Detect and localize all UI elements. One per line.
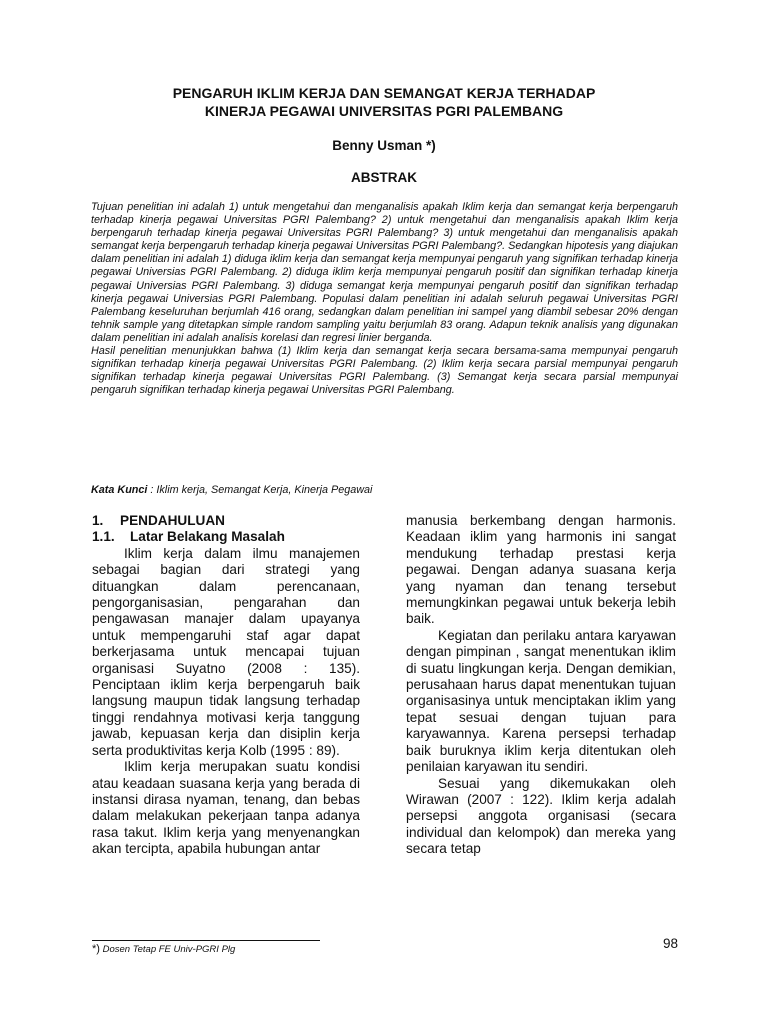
footnote-text: Dosen Tetap FE Univ-PGRI Plg bbox=[102, 944, 236, 955]
footnote-mark: *) bbox=[92, 943, 100, 955]
footnote bbox=[92, 943, 235, 955]
subsection-heading bbox=[92, 529, 360, 545]
paper-title-line-2: KINERJA PEGAWAI UNIVERSITAS PGRI PALEMBANG bbox=[204, 103, 564, 119]
body-column-right bbox=[406, 513, 676, 858]
body-paragraph: Kegiatan dan perilaku antara karyawan dengan pimpinan , sangat menentukan iklim di suatu lingkungan kerja. Dengan demikian, perusahaan harus dapat menentukan tujuan organisasinya untuk menciptakan iklim yang tepat sesuai dengan tujuan para karyawannya. Karena persepsi terhadap baik buruknya iklim kerja ditentukan oleh penilaian karyawan itu sendiri. bbox=[406, 627, 676, 775]
paper-title bbox=[90, 84, 678, 120]
page-number: 98 bbox=[662, 936, 678, 951]
footnote-divider bbox=[92, 940, 320, 941]
body-paragraph: Iklim kerja merupakan suatu kondisi atau keadaan suasana kerja yang berada di instansi dirasa nyaman, tenang, dan bebas dalam melakukan pekerjaan tanpa adanya rasa takut. Iklim kerja yang menyenangkan akan tercipta, apabila hubungan antar bbox=[92, 759, 360, 857]
section-number: 1. bbox=[92, 513, 104, 528]
section-title: PENDAHULUAN bbox=[120, 513, 225, 528]
body-paragraph: Iklim kerja dalam ilmu manajemen sebagai bagian dari strategi yang dituangkan dalam perencanaan, pengorganisasian, pengarahan dan pengawasan manajer dalam upayanya untuk mempengaruhi staf agar dapat berkerjasama untuk mencapai tujuan organisasi Suyatno (2008 : 135). Penciptaan iklim kerja berpengaruh baik langsung maupun tidak langsung terhadap tinggi rendahnya motivasi kerja tanggung jawab, kepuasan kerja dan disiplin kerja serta produktivitas kerja Kolb (1995 : 89). bbox=[92, 545, 360, 758]
subsection-number: 1.1. bbox=[92, 529, 115, 545]
body-paragraph: manusia berkembang dengan harmonis. Keadaan iklim yang harmonis ini sangat mendukung terhadap prestasi kerja pegawai. Dengan adanya suasana kerja yang nyaman dan tenang tersebut memungkinkan pegawai untuk bekerja lebih baik. bbox=[406, 513, 676, 627]
abstract-body bbox=[91, 201, 678, 397]
subsection-title: Latar Belakang Masalah bbox=[130, 529, 285, 545]
abstract-heading: ABSTRAK bbox=[351, 170, 417, 185]
body-column-left bbox=[92, 513, 360, 858]
abstract-paragraph-2: Hasil penelitian menunjukkan bahwa (1) Iklim kerja dan semangat kerja secara bersama-sama mempunyai pengaruh signifikan terhadap kinerja pegawai Universitas PGRI Palembang. (2) Iklim kerja secara parsial mempunyai pengaruh signifikan terhadap kinerja pegawai Universitas PGRI Palembang. (3) Semangat kerja secara parsial mempunyai pengaruh signifikan terhadap kinerja pegawai Universitas PGRI Palembang. bbox=[91, 345, 678, 397]
keywords-value: : Iklim kerja, Semangat Kerja, Kinerja Pegawai bbox=[147, 484, 373, 496]
author-name: Benny Usman *) bbox=[332, 138, 436, 153]
body-paragraph: Sesuai yang dikemukakan oleh Wirawan (2007 : 122). Iklim kerja adalah persepsi anggota organisasi (secara individual dan kelompok) dan mereka yang secara tetap bbox=[406, 775, 676, 857]
paper-title-line-1: PENGARUH IKLIM KERJA DAN SEMANGAT KERJA TERHADAP bbox=[172, 85, 596, 101]
keywords-label: Kata Kunci bbox=[91, 484, 148, 496]
keywords bbox=[91, 484, 678, 496]
section-heading bbox=[92, 513, 360, 529]
abstract-paragraph-1: Tujuan penelitian ini adalah 1) untuk mengetahui dan menganalisis apakah Iklim kerja dan semangat kerja berpengaruh terhadap kinerja pegawai Universitas PGRI Palembang? 2) untuk mengetahui dan menganalisis apakah Iklim kerja berpengaruh terhadap kinerja pegawai Universitas PGRI Palembang? 3) untuk mengetahui dan menganalisis apakah semangat kerja berpengaruh terhadap kinerja pegawai Universitas PGRI Palembang?. Sedangkan hipotesis yang diajukan dalam penelitian ini adalah 1) diduga iklim kerja dan semangat kerja mempunyai pengaruh yang signifikan terhadap kinerja pegawai Universias PGRI Palembang. 2) diduga iklim kerja mempunyai pengaruh positif dan signifikan terhadap kinerja pegawai Universias PGRI Palembang. 3) diduga semangat kerja mempunyai pengaruh positif dan signifikan terhadap kinerja pegawai Universias PGRI Palembang. Populasi dalam penelitian ini adalah seluruh pegawai Universitas PGRI Palembang keseluruhan berjumlah 416 orang, sedangkan dalam penelitian ini sampel yang diambil sebesar 20% dengan tehnik sample yang ditetapkan simple random sampling yaitu berjumlah 83 orang. Adapun teknik analisis yang digunakan dalam penelitian ini adalah analisis korelasi dan regresi linier berganda. bbox=[91, 201, 678, 344]
